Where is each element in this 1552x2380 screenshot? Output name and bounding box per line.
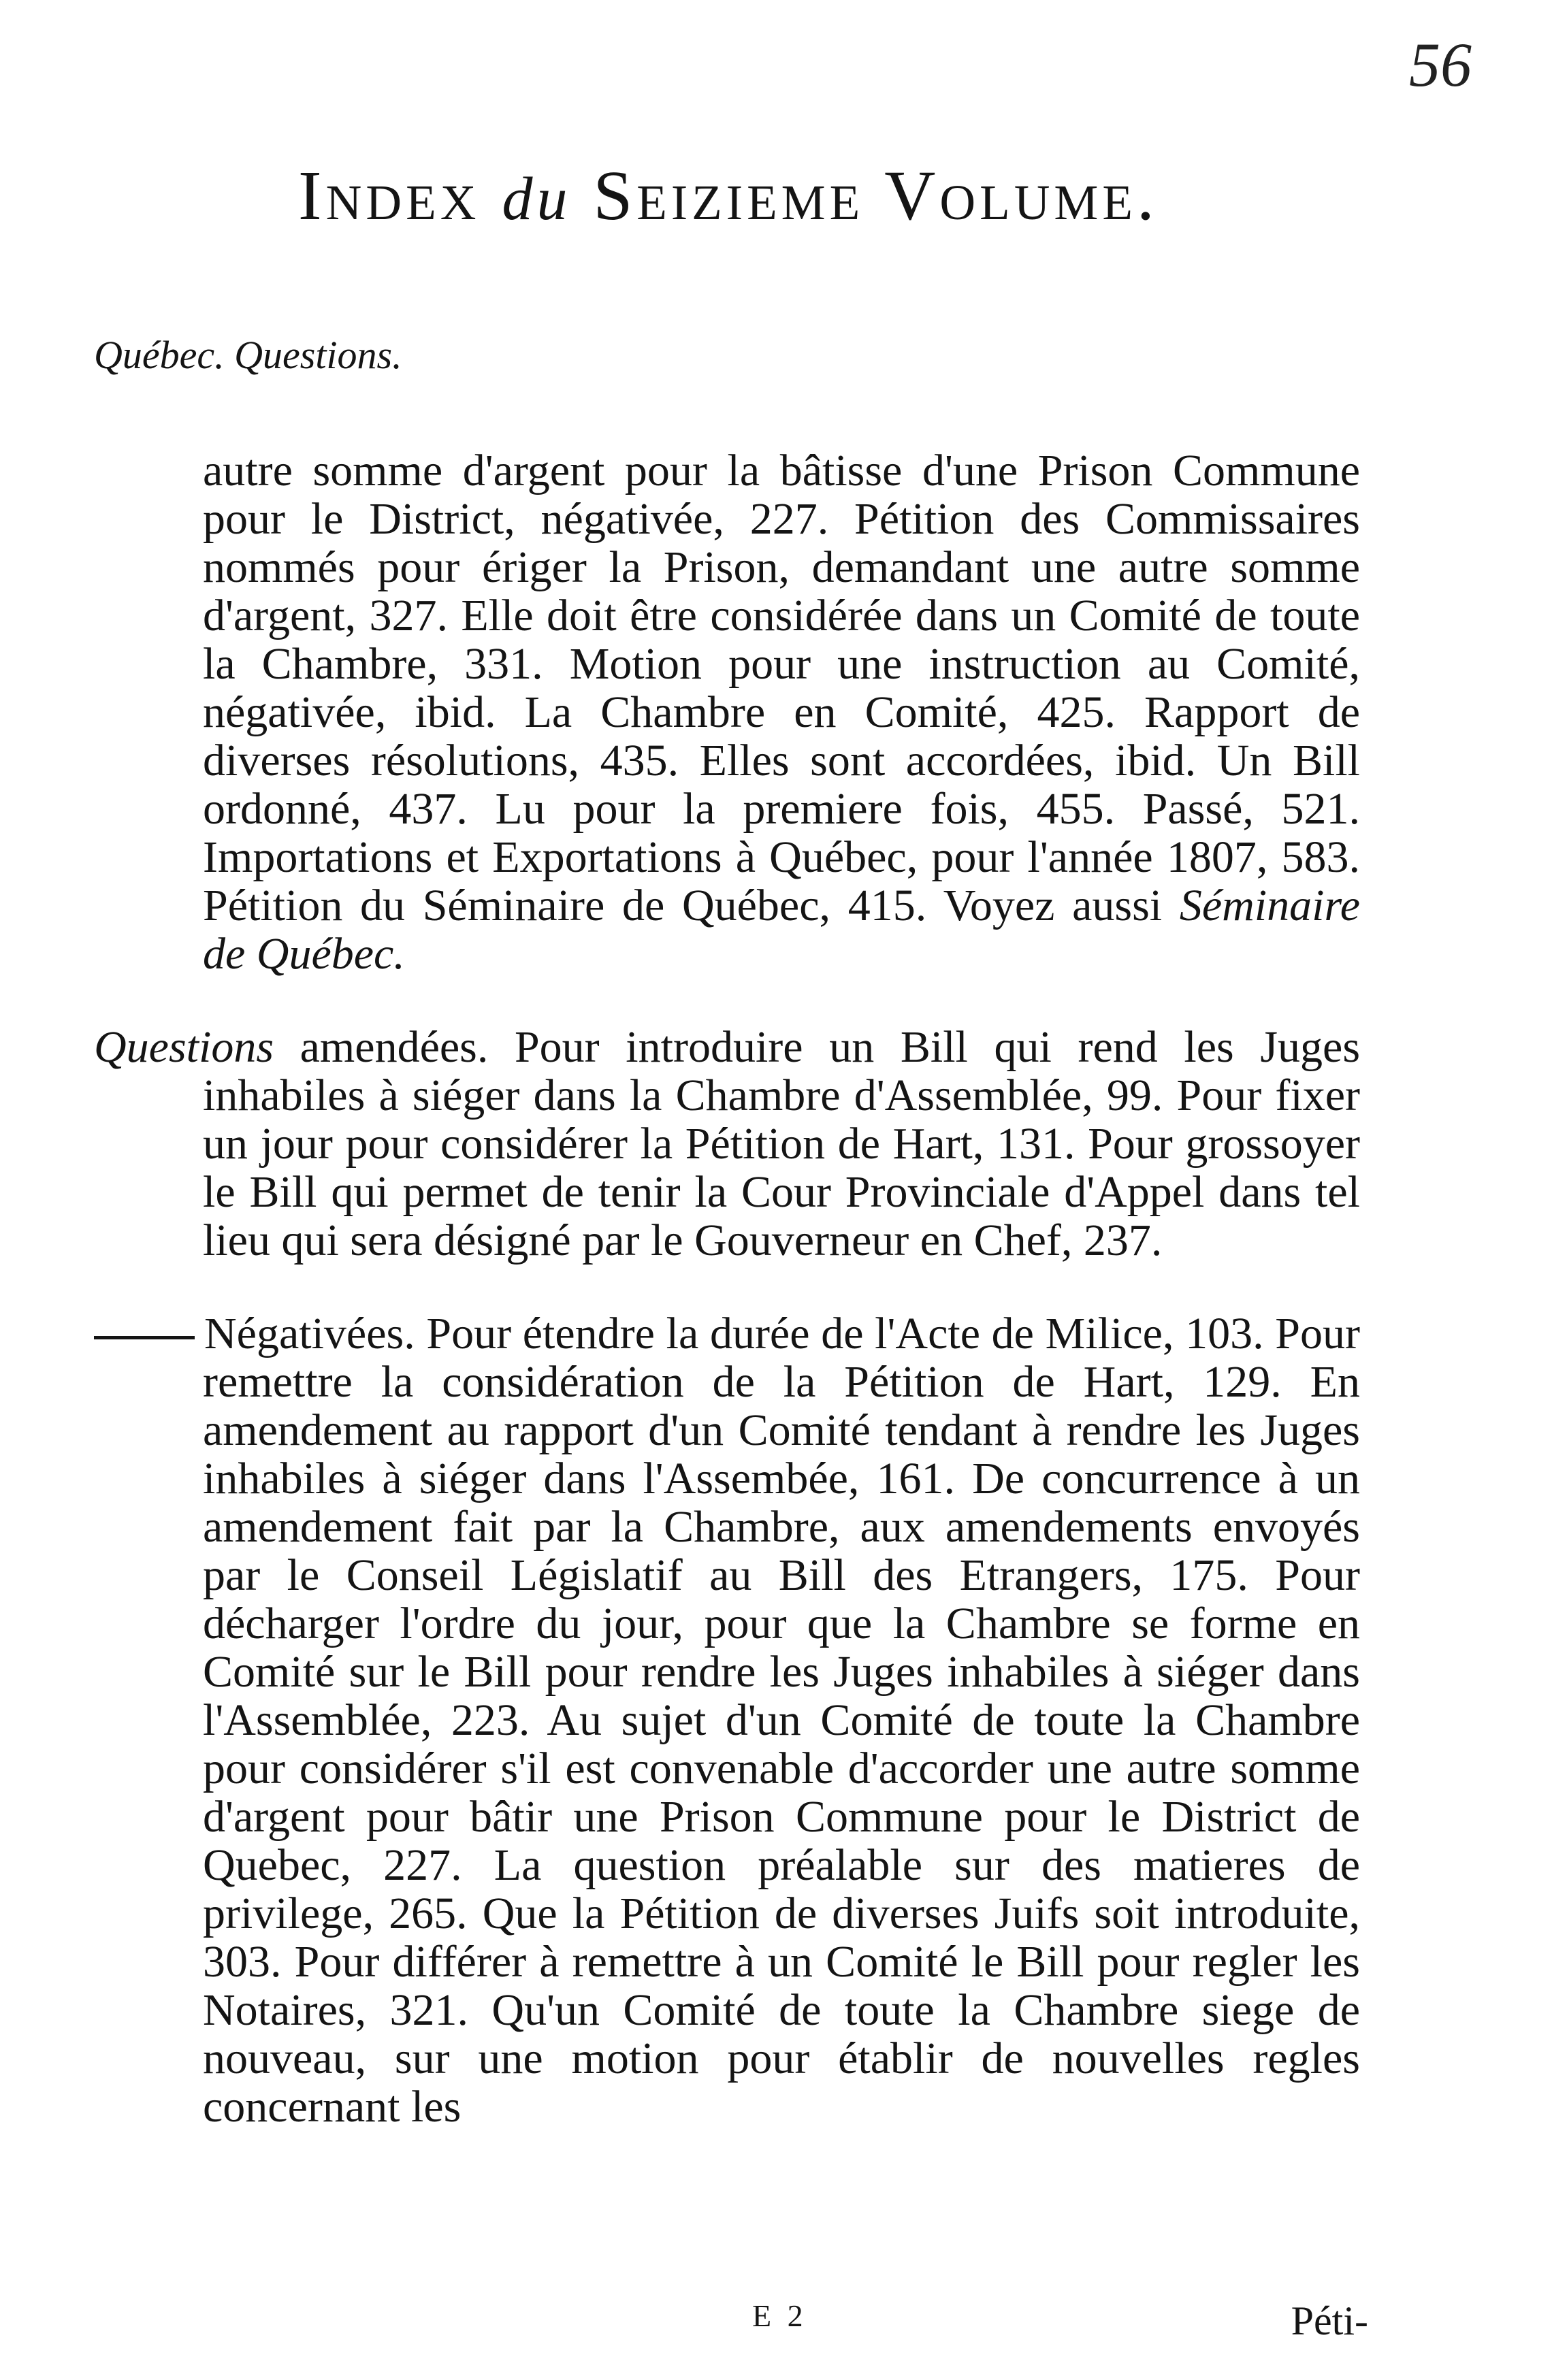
entry-text: amendées. Pour introduire un Bill qui rend les Juges inhabiles à siéger dans la Chambre d'Assemblée, 99. Pour fixer un jour pour considérer la Pétition de Hart, 131. Pour grossoyer le Bill qui permet de tenir la Cour Provinciale d'Appel dans tel lieu qui sera désigné par le Gouverneur en Chef, 237. [203,1022,1361,1265]
header-du: du [502,165,572,233]
entry-negativees [203,1309,1360,2131]
header-index: Index [298,157,481,235]
dash-rule [94,1336,195,1339]
entry-continuation-text: autre somme d'argent pour la bâtisse d'une Prison Commune pour le District, négativée, 227. Pétition des Commissaires nommés pour ériger la Prison, demandant une autre somme d'argent, 327. Elle doit être considérée dans un Comité de toute la Chambre, 331. Motion pour une instruction au Comité, négativée, ibid. La Chambre en Comité, 425. Rapport de diverses résolutions, 435. Elles sont accordées, ibid. Un Bill ordonné, 437. Lu pour la premiere fois, 455. Passé, 521. Importations et Exportations à Québec, pour l'année 1807, 583. Pétition du Séminaire de Québec, 415. Voyez aussi [203,446,1360,930]
index-entries [0,402,1552,2176]
page-header [177,155,1280,236]
entry-text: Négativées. Pour étendre la durée de l'Acte de Milice, 103. Pour remettre la considération de la Pétition de Hart, 129. En amendement au rapport d'un Comité tendant à rendre les Juges inhabiles à siéger dans l'Assembée, 161. De concurrence à un amendement fait par la Chambre, aux amendements envoyés par le Conseil Législatif au Bill des Etrangers, 175. Pour décharger l'ordre du jour, pour que la Chambre se forme en Comité sur le Bill pour rendre les Juges inhabiles à siéger dans l'Assemblée, 223. Au sujet d'un Comité de toute la Chambre pour considérer s'il est convenable d'accorder une autre somme d'argent pour bâtir une Prison Commune pour le District de Quebec, 227. La question préalable sur des matieres de privilege, 265. Que la Pétition de diverses Juifs soit introduite, 303. Pour différer à remettre à un Comité le Bill pour regler les Notaires, 321. Qu'un Comité de toute la Chambre siege de nouveau, sur une motion pour établir de nouvelles regles concernant les [203,1309,1360,2132]
catchword: Péti- [1291,2298,1368,2343]
header-volume: Seizieme Volume. [593,157,1159,235]
running-head: Québec. Questions. [94,333,402,377]
cross-reference: Séminaire de Québec. [203,881,1360,979]
entry-continuation [203,446,1360,978]
entry-heading: Questions [94,1022,274,1072]
folio-number: 56 [1409,30,1472,99]
signature-mark: E 2 [752,2298,807,2333]
entry-questions-amendees [94,1022,1361,1265]
page-footer [0,2298,1552,2352]
